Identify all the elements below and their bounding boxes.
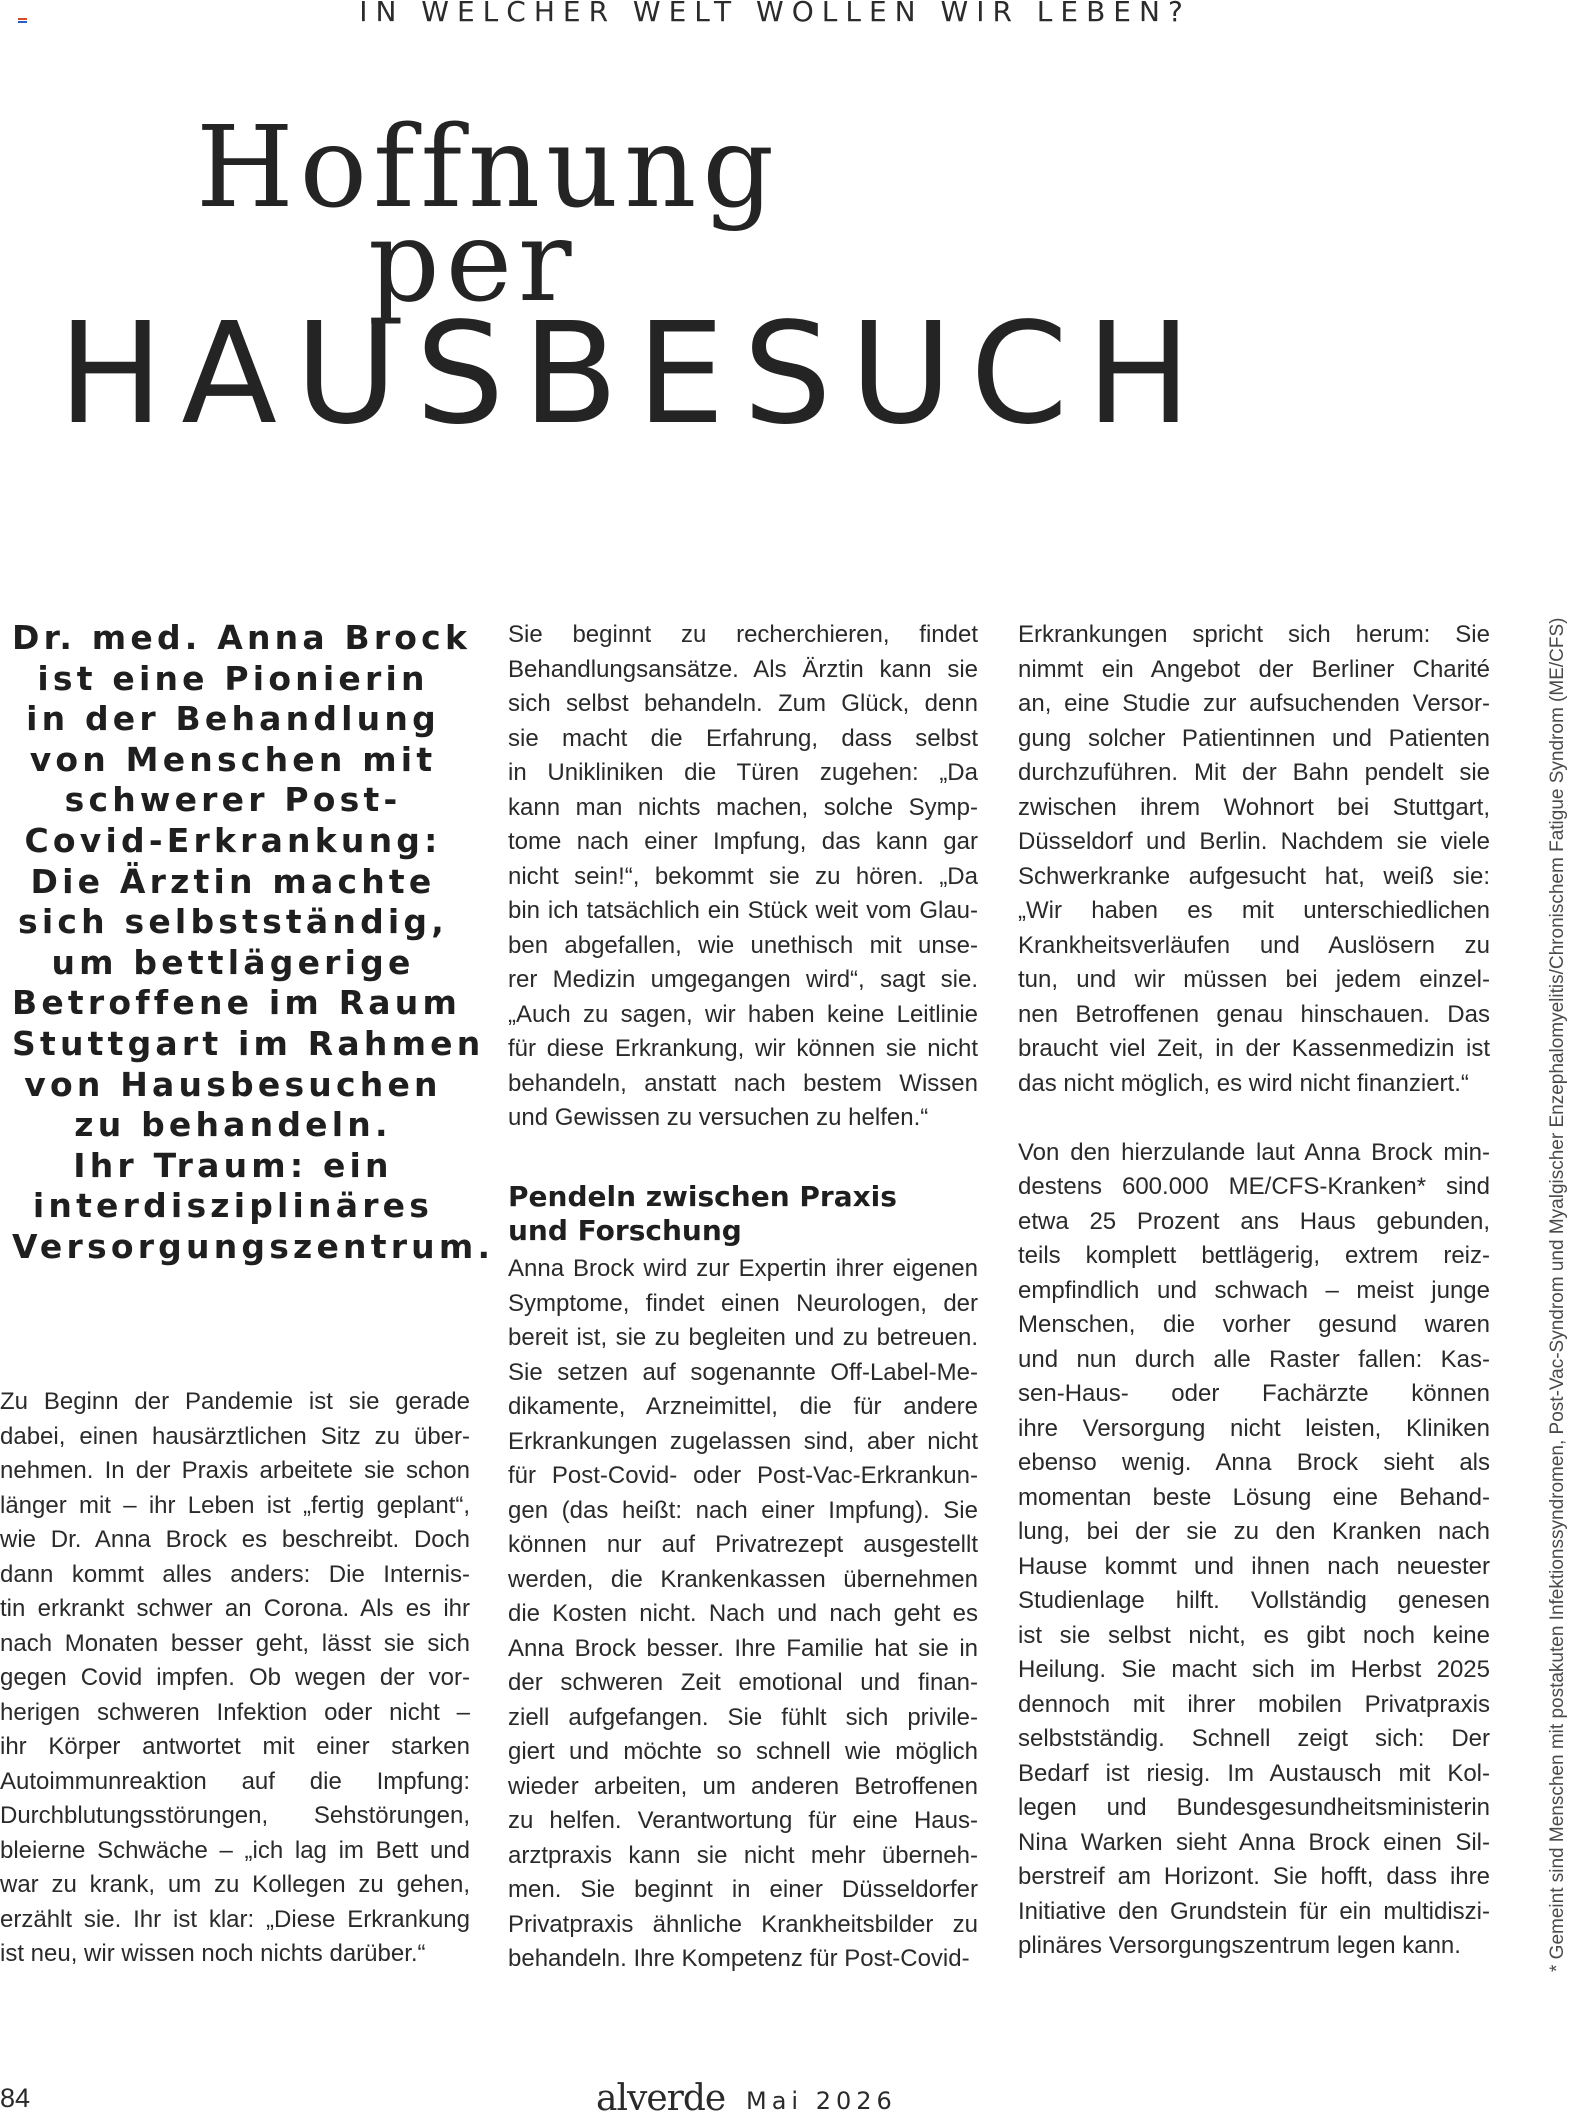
issue-date: Mai 2026 xyxy=(746,2087,897,2115)
body-line: Sie beginnt zu recherchieren, findet xyxy=(508,621,978,648)
body-line: destens 600.000 ME/CFS-Kranken* sind xyxy=(1018,1173,1490,1200)
brand-logo: alverde xyxy=(596,2078,726,2119)
body-line: momentan beste Lösung eine Behand- xyxy=(1018,1483,1490,1511)
lead-line: schwerer Post- xyxy=(64,780,402,820)
body-line: dikamente, Arzneimittel, die für andere xyxy=(508,1393,978,1420)
body-line: wie Dr. Anna Brock es beschreibt. Doch xyxy=(0,1526,470,1553)
column-3-continued xyxy=(1018,1136,1490,1964)
body-line: länger mit – ihr Leben ist „fertig geplant“, xyxy=(0,1491,470,1519)
body-line: Erkrankungen zugelassen sind, aber nicht xyxy=(508,1427,978,1455)
body-column-2 xyxy=(508,618,978,1977)
body-line: gung solcher Patientinnen und Patienten xyxy=(1018,724,1490,752)
body-line: Autoimmunreaktion auf die Impfung: xyxy=(0,1767,470,1795)
body-line: gen (das heißt: nach einer Impfung). Sie xyxy=(508,1496,978,1524)
body-line: empfindlich und schwach – meist junge xyxy=(1018,1276,1490,1304)
body-line: Behandlungsansätze. Als Ärztin kann sie xyxy=(508,655,978,683)
column-2-intro xyxy=(508,618,978,1136)
body-line: Sie setzen auf sogenannte Off-Label-Me- xyxy=(508,1358,978,1386)
body-line: giert und möchte so schnell wie möglich xyxy=(508,1738,978,1765)
footnote: * Gemeint sind Menschen mit postakuten Infektionssyndromen, Post-Vac-Syndrom und Myalgischer Enzephalomyelitis/Chronischem Fatigue Syndrom (ME/CFS) xyxy=(1547,617,1568,1972)
body-line: nicht sein!“, bekommt sie zu hören. „Da xyxy=(508,862,978,890)
headline-line-3: HAUSBESUCH xyxy=(58,293,1210,456)
body-line: kann man nichts machen, solche Symp- xyxy=(508,793,978,821)
lead-line: Covid-Erkrankung: xyxy=(24,820,442,860)
body-line: selbstständig. Schnell zeigt sich: Der xyxy=(1018,1725,1490,1752)
lead-line: interdisziplinäres xyxy=(32,1186,434,1226)
body-line: das nicht möglich, es wird nicht finanziert.“ xyxy=(1018,1069,1469,1097)
headline-line-2: per xyxy=(368,197,578,327)
lead-line: um bettlägerige xyxy=(51,942,415,982)
body-line: ist sie selbst nicht, es gibt noch keine xyxy=(1018,1621,1490,1649)
body-line: Zu Beginn der Pandemie ist sie gerade xyxy=(0,1388,470,1415)
subheading xyxy=(508,1180,978,1248)
lead-line: Versorgungszentrum. xyxy=(12,1226,495,1266)
body-line: nach Monaten besser geht, lässt sie sich xyxy=(0,1629,470,1657)
body-line: Symptome, findet einen Neurologen, der xyxy=(508,1289,978,1317)
body-line: ben abgefallen, wie unethisch mit unse- xyxy=(508,931,978,959)
page-number: 84 xyxy=(0,2083,31,2113)
lead-line: ist eine Pionierin xyxy=(37,658,429,698)
body-line: plinäres Versorgungszentrum legen kann. xyxy=(1018,1932,1461,1959)
body-line: braucht viel Zeit, in der Kassenmedizin ist xyxy=(1018,1035,1490,1062)
body-line: Hause kommt und ihnen nach neuester xyxy=(1018,1552,1490,1580)
body-line: ihre Versorgung nicht leisten, Kliniken xyxy=(1018,1414,1490,1442)
body-line: Anna Brock wird zur Expertin ihrer eigenen xyxy=(508,1255,978,1282)
body-line: lung, bei der sie zu den Kranken nach xyxy=(1018,1518,1490,1545)
body-line: „Wir haben es mit unterschiedlichen xyxy=(1018,897,1490,924)
body-line: bereit ist, sie zu begleiten und zu betreuen. xyxy=(508,1324,978,1351)
body-line: ihr Körper antwortet mit einer starken xyxy=(0,1733,470,1760)
lead-line: von Hausbesuchen xyxy=(24,1064,442,1104)
body-line: teils komplett bettlägerig, extrem reiz- xyxy=(1018,1242,1490,1269)
body-line: Studienlage hilft. Vollständig genesen xyxy=(1018,1587,1490,1614)
body-line: tome nach einer Impfung, das kann gar xyxy=(508,828,978,855)
section-kicker: IN WELCHER WELT WOLLEN WIR LEBEN? xyxy=(359,0,1191,28)
body-line: bin ich tatsächlich ein Stück weit vom Glau- xyxy=(508,897,978,924)
lead-line: Betroffene im Raum xyxy=(12,983,462,1023)
body-line: und Gewissen zu versuchen zu helfen.“ xyxy=(508,1104,929,1131)
body-line: für Post-Covid- oder Post-Vac-Erkrankun- xyxy=(508,1462,978,1489)
body-line: Heilung. Sie macht sich im Herbst 2025 xyxy=(1018,1656,1490,1683)
body-line: war zu krank, um zu Kollegen zu gehen, xyxy=(0,1871,470,1898)
body-line: „Auch zu sagen, wir haben keine Leitlinie xyxy=(508,1000,978,1028)
body-line: etwa 25 Prozent ans Haus gebunden, xyxy=(1018,1207,1490,1235)
body-line: werden, die Krankenkassen übernehmen xyxy=(508,1565,978,1593)
body-line: Initiative den Grundstein für ein multidiszi- xyxy=(1018,1897,1490,1925)
body-line: Bedarf ist riesig. Im Austausch mit Kol- xyxy=(1018,1759,1490,1787)
body-line: Schwerkranke aufgesucht hat, weiß sie: xyxy=(1018,862,1490,890)
body-line: Nina Warken sieht Anna Brock einen Sil- xyxy=(1018,1828,1490,1856)
body-line: arztpraxis kann sie nicht mehr überneh- xyxy=(508,1841,978,1869)
lead-line: Stuttgart im Rahmen xyxy=(12,1023,485,1063)
body-line: die Kosten nicht. Nach und nach geht es xyxy=(508,1600,978,1627)
lead-line: in der Behandlung xyxy=(26,699,440,739)
body-line: sich selbst behandeln. Zum Glück, denn xyxy=(508,690,978,717)
body-line: ebenso wenig. Anna Brock sieht als xyxy=(1018,1449,1490,1476)
body-line: berstreif am Horizont. Sie hofft, dass ihre xyxy=(1018,1863,1490,1890)
body-line: in Unikliniken die Türen zugehen: „Da xyxy=(508,759,978,786)
body-line: Anna Brock besser. Ihre Familie hat sie in xyxy=(508,1634,978,1662)
body-line: sen-Haus- oder Fachärzte können xyxy=(1018,1380,1490,1407)
body-line: nimmt ein Angebot der Berliner Charité xyxy=(1018,655,1490,683)
body-line: wieder arbeiten, um anderen Betroffenen xyxy=(508,1772,978,1800)
lead-line: zu behandeln. xyxy=(74,1105,392,1145)
body-line: sie macht die Erfahrung, dass selbst xyxy=(508,724,978,752)
body-line: ist neu, wir wissen noch nichts darüber.“ xyxy=(0,1940,426,1967)
body-line: zu helfen. Verantwortung für eine Haus- xyxy=(508,1807,978,1834)
lead-line: Dr. med. Anna Brock xyxy=(12,618,472,657)
body-line: nehmen. In der Praxis arbeitete sie schon xyxy=(0,1457,470,1484)
headline-line-1: Hoffnung xyxy=(196,103,781,233)
body-line: bleierne Schwäche – „ich lag im Bett und xyxy=(0,1836,470,1864)
body-line: dennoch mit ihrer mobilen Privatpraxis xyxy=(1018,1690,1490,1718)
body-line: dabei, einen hausärztlichen Sitz zu über- xyxy=(0,1422,470,1450)
body-line: dann kommt alles anders: Die Internis- xyxy=(0,1560,470,1588)
lead-line: Die Ärztin machte xyxy=(30,861,436,901)
body-line: Krankheitsverläufen und Auslösern zu xyxy=(1018,931,1490,959)
body-line: Düsseldorf und Berlin. Nachdem sie viele xyxy=(1018,828,1490,855)
body-line: behandeln. Ihre Kompetenz für Post-Covid- xyxy=(508,1945,970,1972)
body-column-1 xyxy=(0,1385,470,1972)
body-line: Privatpraxis ähnliche Krankheitsbilder zu xyxy=(508,1910,978,1938)
body-line: gegen Covid impfen. Ob wegen der vor- xyxy=(0,1664,470,1691)
body-line: nen Betroffenen genau hinschauen. Das xyxy=(1018,1000,1490,1028)
body-line: durchzuführen. Mit der Bahn pendelt sie xyxy=(1018,759,1490,786)
body-line: erzählt sie. Ihr ist klar: „Diese Erkrankung xyxy=(0,1905,470,1933)
body-line: ziell aufgefangen. Sie fühlt sich privile- xyxy=(508,1703,978,1731)
body-line: der schweren Zeit emotional und finan- xyxy=(508,1669,978,1696)
body-line: zwischen ihrem Wohnort bei Stuttgart, xyxy=(1018,793,1490,821)
body-line: können nur auf Privatrezept ausgestellt xyxy=(508,1531,978,1558)
subheading-line-1: Pendeln zwischen Praxis xyxy=(508,1180,897,1213)
lead-line: von Menschen mit xyxy=(29,739,437,779)
lead-line: Ihr Traum: ein xyxy=(73,1145,393,1185)
body-column-3 xyxy=(1018,618,1490,1964)
body-line: Von den hierzulande laut Anna Brock min- xyxy=(1018,1138,1490,1166)
body-line: und nun durch alle Raster fallen: Kas- xyxy=(1018,1345,1490,1373)
body-line: legen und Bundesgesundheitsministerin xyxy=(1018,1794,1490,1821)
body-line: herigen schweren Infektion oder nicht – xyxy=(0,1698,470,1726)
lead-line: sich selbstständig, xyxy=(18,902,448,942)
body-line: Erkrankungen spricht sich herum: Sie xyxy=(1018,621,1490,648)
body-line: tun, und wir müssen bei jedem einzel- xyxy=(1018,966,1490,993)
body-line: an, eine Studie zur aufsuchenden Versor- xyxy=(1018,690,1490,717)
body-line: behandeln, anstatt nach bestem Wissen xyxy=(508,1069,978,1097)
body-line: rer Medizin umgegangen wird“, sagt sie. xyxy=(508,966,978,993)
body-line: Menschen, die vorher gesund waren xyxy=(1018,1311,1490,1338)
column-2-continued xyxy=(508,1252,978,1977)
lead-paragraph xyxy=(12,618,495,1268)
body-line: men. Sie beginnt in einer Düsseldorfer xyxy=(508,1876,978,1903)
body-line: für diese Erkrankung, wir können sie nicht xyxy=(508,1035,978,1062)
column-3-intro xyxy=(1018,618,1490,1101)
body-line: tin erkrankt schwer an Corona. Als es ihr xyxy=(0,1595,470,1622)
subheading-line-2: und Forschung xyxy=(508,1214,742,1247)
body-line: Durchblutungsstörungen, Sehstörungen, xyxy=(0,1802,470,1829)
